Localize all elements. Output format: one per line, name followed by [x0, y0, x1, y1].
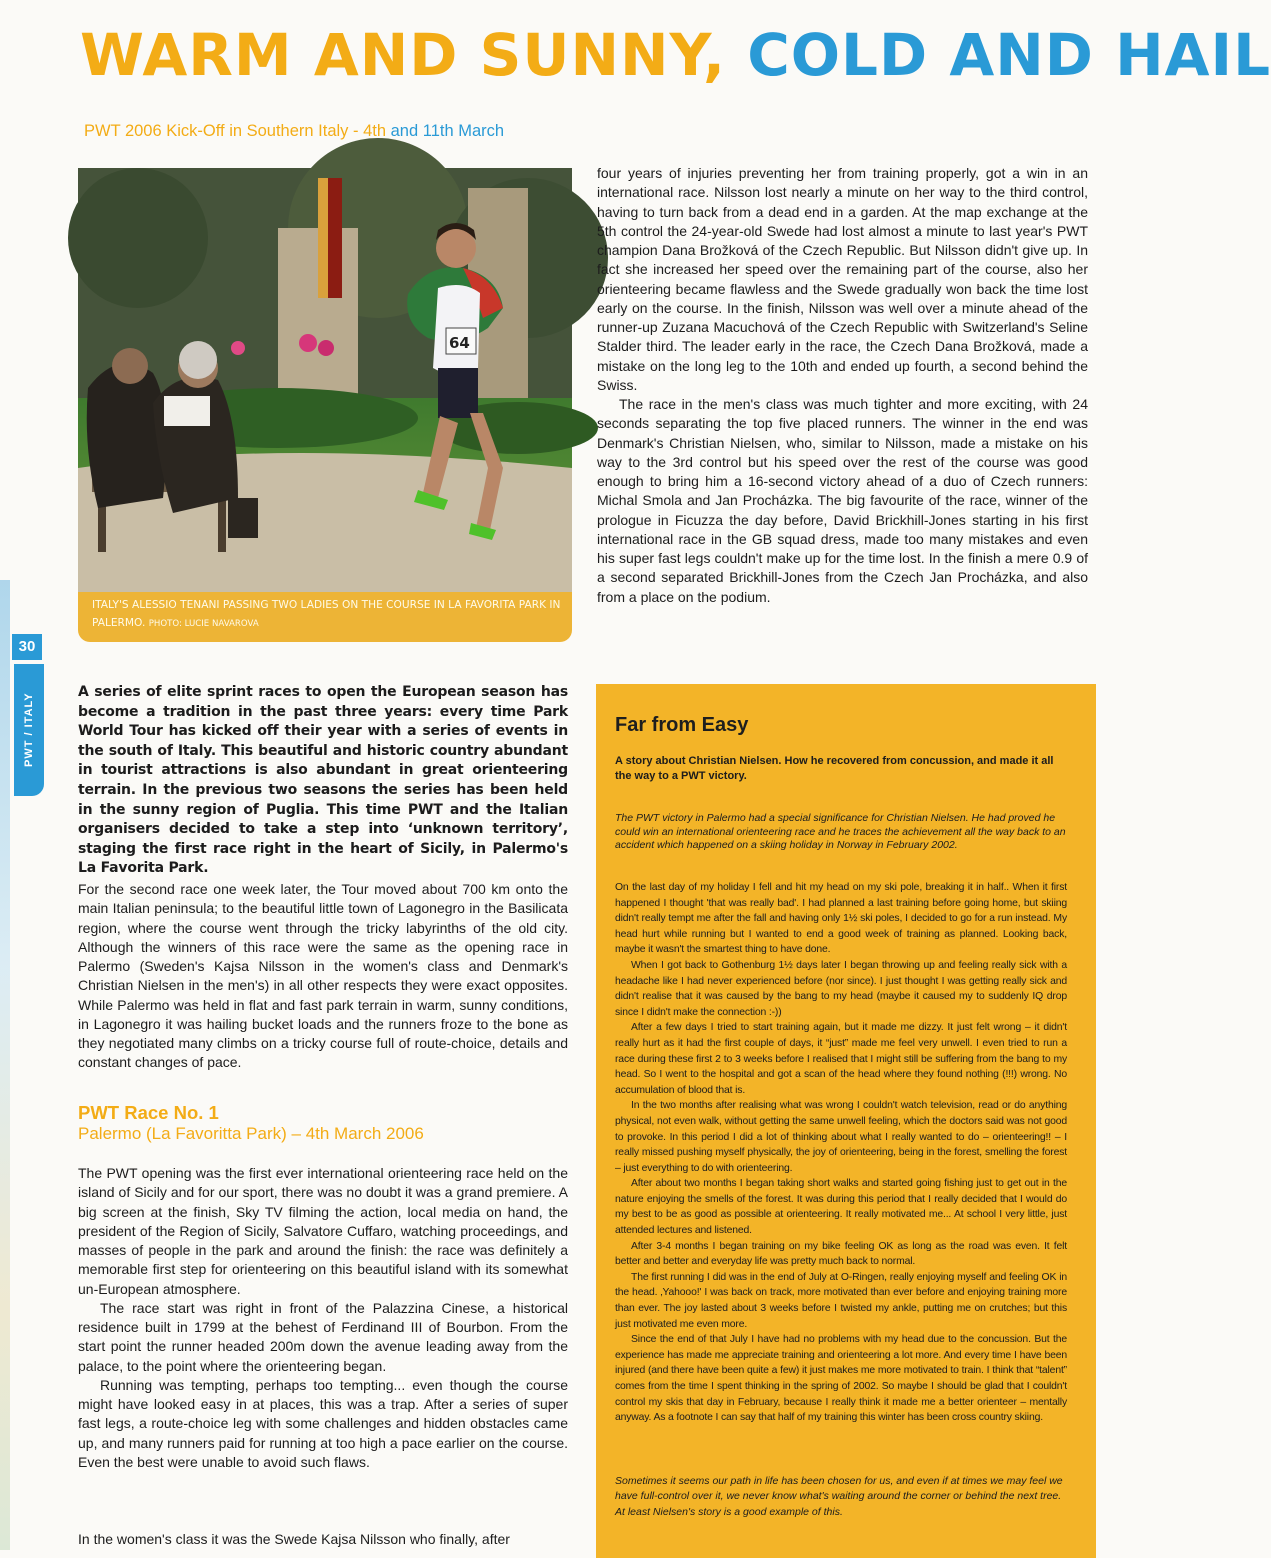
article-right-column: [597, 164, 1088, 607]
story-paragraph: When I got back to Gothenburg 1½ days later I began throwing up and feeling really sick with a headache like I had never experienced before (nor since). I just thought I was getting really sick and didn't realise that it was caused by the bang to my head (maybe it caused my to suddenly IQ drop since I didn't make the connection :-)): [615, 959, 1067, 1018]
story-paragraph: Since the end of that July I have had no problems with my head due to the concussion. But the experience has made me appreciate training and orienteering a lot more. And every time I have been injured (and there have been quite a few) it just makes me more motivated to train. I think that “talent” comes from the time I spent thinking in the spring of 2002. So maybe I should be glad that I couldn't control my skis that day in February, because I really think it made me a better orienteer – mentally anyway. As a footnote I can say that half of my training this winter has been cross country skiing.: [615, 1334, 1067, 1424]
story-paragraph: After about two months I began taking short walks and started going fishing just to get out in the nature enjoying the smells of the forest. It was during this period that I really decided that I would do my best to be as good as possible at orienteering. It really motivated me... At school I very little, just attended lectures and listened.: [615, 1178, 1067, 1237]
photo-credit: PHOTO: LUCIE NAVAROVA: [148, 619, 259, 629]
photo-caption: [92, 596, 562, 633]
article-lead: A series of elite sprint races to open the European season has become a tradition in the past three years: every time Park World Tour has kicked off their year with a series of events in the south of Italy. This beautiful and historic country abundant in tourist attractions is also abundant in great orienteering terrain. In the previous two seasons the series has been held in the sunny region of Puglia. This time PWT and the Italian organisers decided to take a step into ‘unknown territory’, staging the first race right in the heart of Sicily, in Palermo's La Favorita Park.: [78, 684, 568, 877]
page-number: 30: [12, 634, 42, 660]
section-tab: [14, 664, 44, 796]
article-title: [80, 14, 1271, 96]
story-paragraph: After 3-4 months I began training on my bike feeling OK as long as the road was even. It felt better and better and everyday life was pretty much back to normal.: [615, 1240, 1067, 1268]
sidebar-story-outro: Sometimes it seems our path in life has been chosen for us, and even if at times we may feel we have full-control over it, we never know what's waiting around the corner or behind the next tree. At least Nielsen's story is a good example of this.: [615, 1475, 1063, 1518]
race-title: PWT Race No. 1: [78, 1102, 219, 1123]
section-label: PWT / ITALY: [23, 692, 35, 768]
article-paragraph: Running was tempting, perhaps too tempting... even though the course might have looked easy in at places, this was a trap. After a series of super fast legs, a route-choice leg with some challenges and hidden obstacles came up, and many runners paid for running at too high a pace earlier on the course. Even the best were unable to avoid such flaws.: [78, 1376, 568, 1470]
article-paragraph: In the women's class it was the Swede Kajsa Nilsson who finally, after: [78, 1531, 510, 1547]
sidebar-story-title: Far from Easy: [615, 714, 749, 736]
story-paragraph: The first running I did was in the end of July at O-Ringen, really enjoying myself and feeling OK in the head. ‚Yahooo!' I was back on track, more motivated than ever before and enjoying training more than ever. The joy lasted about 3 weeks before I twisted my ankle, putting me on crutches; but this just motivated me even more.: [615, 1271, 1067, 1330]
bib-number: 64: [449, 334, 470, 352]
race-photo: [78, 168, 572, 642]
story-paragraph: On the last day of my holiday I fell and hit my head on my ski pole, breaking it in half.. When it first happened I thought 'that was really bad'. I had planned a last training before going home, but skiing didn't really tempt me after the fall and having only 1½ ski poles, I decided to go for a run instead. My head hurt while running but I wanted to end a good week of training as planned. Looking back, maybe it wasn't the smartest thing to have done.: [615, 882, 1067, 956]
article-subtitle: [84, 122, 504, 141]
sidebar-story-intro: The PWT victory in Palermo had a special significance for Christian Nielsen. He had proved he could win an international orienteering race and he traces the achievement all the way back to an accident which happened on a skiing holiday in Norway in February 2002.: [615, 812, 1066, 852]
article-paragraph: The PWT opening was the first ever international orienteering race held on the island of Sicily and for our sport, there was no doubt it was a grand premiere. A big screen at the finish, Sky TV filming the action, local media on hand, the president of the Region of Sicily, Salvatore Cuffaro, watching proceedings, and masses of people in the park and around the finish: the race was definitely a memorable first step for orienteering on this beautiful island with its somewhat un-European atmosphere.: [78, 1165, 568, 1297]
article-paragraph: The race start was right in front of the Palazzina Cinese, a historical residence built in 1799 at the behest of Ferdinand III of Bourbon. From the start point the runner headed 200m down the avenue leading away from the palace, to the point where the orienteering began.: [78, 1299, 568, 1374]
margin-map-strip: [0, 580, 10, 1550]
story-paragraph: In the two months after realising what was wrong I couldn't watch television, read or do anything physical, not even walk, without getting the same unwell feeling, which the doctors said was not good to provoke. In this period I did a lot of thinking about what I really wanted to do – orienteering!! – I really missed pushing myself physically, the joy of orienteering, being in the forest, smelling the forest – just everything to do with orienteering.: [615, 1100, 1067, 1174]
race-photo-illustration: [78, 168, 572, 592]
title-part-warm-sunny: WARM AND SUNNY,: [80, 21, 726, 89]
sidebar-story-lead: A story about Christian Nielsen. How he recovered from concussion, and made it all the way to a PWT victory.: [615, 755, 1054, 782]
article-paragraph: four years of injuries preventing her from training properly, got a win in an international race. Nilsson lost nearly a minute on her way to the third control, having to turn back from a dead end in a garden. At the map exchange at the 5th control the 24-year-old Swede had lost almost a minute to last year's PWT champion Dana Brožková of the Czech Republic. But Nilsson didn't give up. In fact she increased her speed over the remaining part of the course, also her orienteering became flawless and the Swede gradually won back the time lost early on the course. In the finish, Nilsson was well over a minute ahead of the runner-up Zuzana Macuchová of the Czech Republic with Switzerland's Seline Stalder third. The leader early in the race, the Czech Dana Brožková, made a mistake on the long leg to the 10th and ended up fourth, a second behind the Swiss.: [597, 165, 1088, 393]
sidebar-story-box: [596, 684, 1096, 1558]
article-paragraph: For the second race one week later, the Tour moved about 700 km onto the main Italian peninsula; to the beautiful little town of Lagonegro in the Basilicata region, where the course went through the tricky labyrinths of the old city. Although the winners of this race were the same as the opening race in Palermo (Sweden's Kajsa Nilsson in the women's class and Denmark's Christian Nielsen in the men's) in all other respects they were exact opposites. While Palermo was held in flat and fast park terrain in warm, sunny conditions, in Lagonegro it was hailing bucket loads and the runners froze to the bone as they negotiated many climbs on a tricky course full of route-choice, details and constant changes of pace.: [78, 881, 568, 1071]
race-subtitle: Palermo (La Favoritta Park) – 4th March 2006: [78, 1124, 424, 1143]
sidebar-story-body: [615, 880, 1067, 1426]
subtitle-part-1: PWT 2006 Kick-Off in Southern Italy - 4th: [84, 122, 387, 140]
story-paragraph: After a few days I tried to start training again, but it made me dizzy. It just felt wrong – it didn't really hurt as it had the first couple of days, it “just” made me feel very unwell. I even tried to run a race during these first 2 to 3 weeks before I realised that I might still be suffering from the bang to my head. So I went to the hospital and got a scan of the head where they found nothing (!!!) wrong. No accumulation of blood that is.: [615, 1022, 1067, 1096]
race-report: [78, 1164, 568, 1472]
article-paragraph: The race in the men's class was much tighter and more exciting, with 24 seconds separating the top five placed runners. The winner in the end was Denmark's Christian Nielsen, who, similar to Nilsson, made a mistake on his way to the 3rd control but his speed over the rest of the course was good enough to bring him a 16-second victory ahead of a duo of Czech runners: Michal Smola and Jan Procházka. The big favourite of the race, winner of the prologue in Ficuzza the day before, David Brickhill-Jones starting in his first international race in the GB squad dress, made too many mistakes and even his super fast legs couldn't make up for the time lost. In the finish a mere 0.9 of a second separated Brickhill-Jones from the Czech Jan Procházka, and also from a place on the podium.: [597, 396, 1088, 605]
race-heading: [78, 1102, 568, 1144]
photo-caption-text: ITALY'S ALESSIO TENANI PASSING TWO LADIES ON THE COURSE IN LA FAVORITA PARK IN PALERMO.: [92, 599, 561, 629]
subtitle-part-2: and 11th March: [390, 122, 505, 140]
title-part-cold-hail: COLD AND HAIL: [747, 21, 1271, 89]
